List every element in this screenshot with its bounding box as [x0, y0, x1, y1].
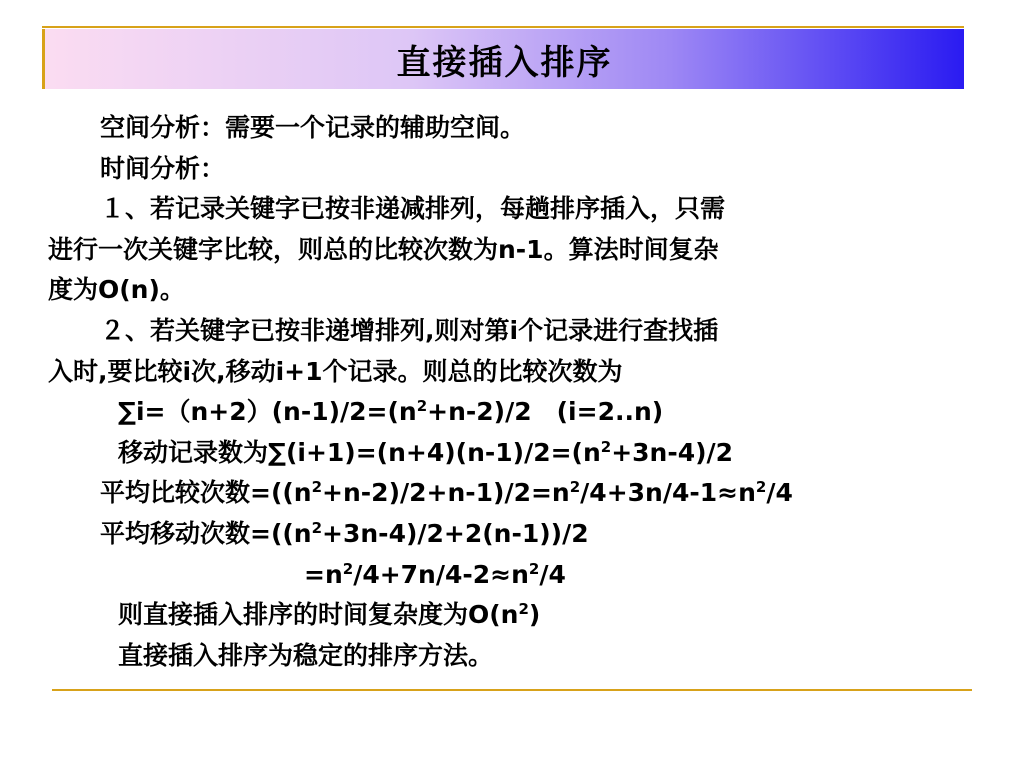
bottom-rule: [52, 689, 972, 691]
title-top-rule: [42, 26, 964, 28]
sum-move-formula: [48, 433, 968, 474]
superscript: 2: [311, 478, 323, 497]
avg-compare-formula: [48, 473, 968, 514]
formula-part: /4+7n/4-2≈n: [353, 559, 529, 589]
slide-title: 直接插入排序: [396, 42, 613, 83]
avg-move-formula: [48, 514, 968, 555]
space-analysis-line: 空间分析：需要一个记录的辅助空间。: [100, 113, 526, 142]
case2-line1: ２、若关键字已按非递增排列,则对第i个记录进行查找插: [100, 315, 719, 345]
superscript: 2: [518, 600, 529, 619]
formula-part: /4+3n/4-1≈n: [580, 478, 756, 508]
superscript: 2: [569, 478, 581, 497]
formula-part: =n: [304, 559, 343, 589]
case1-line3: 度为O(n)。: [48, 275, 185, 305]
avg-move-result-formula: [48, 555, 968, 596]
formula-part: ): [528, 600, 541, 630]
formula-part: 平均移动次数=((n: [100, 518, 312, 548]
title-bar: [42, 29, 964, 89]
formula-part: 则直接插入排序的时间复杂度为O(n: [118, 600, 519, 630]
formula-part: 平均比较次数=((n: [100, 478, 312, 508]
superscript: 2: [600, 437, 612, 456]
complexity-conclusion: [48, 595, 968, 636]
superscript: 2: [416, 397, 428, 416]
stability-conclusion: 直接插入排序为稳定的排序方法。: [118, 640, 494, 670]
time-analysis-line: 时间分析：: [100, 153, 226, 183]
formula-part: +n-2)/2 (i=2..n): [427, 397, 664, 427]
formula-part: /4: [539, 559, 566, 589]
case1-line2: 进行一次关键字比较，则总的比较次数为n-1。算法时间复杂: [48, 234, 719, 264]
superscript: 2: [755, 478, 767, 497]
formula-part: ∑i=（n+2）(n-1)/2=(n: [118, 397, 417, 427]
formula-part: +3n-4)/2: [611, 437, 734, 467]
case2-line2: 入时,要比较i次,移动i+1个记录。则总的比较次数为: [48, 356, 623, 386]
slide-body: [48, 108, 968, 676]
formula-part: +3n-4)/2+2(n-1))/2: [322, 518, 589, 548]
case1-line1: １、若记录关键字已按非递减排列，每趟排序插入，只需: [100, 194, 726, 224]
superscript: 2: [342, 559, 354, 578]
sum-compare-formula: [48, 392, 968, 433]
superscript: 2: [311, 518, 323, 537]
formula-part: +n-2)/2+n-1)/2=n: [322, 478, 570, 508]
superscript: 2: [528, 559, 540, 578]
formula-part: 移动记录数为∑(i+1)=(n+4)(n-1)/2=(n: [118, 437, 601, 467]
formula-part: /4: [766, 478, 793, 508]
